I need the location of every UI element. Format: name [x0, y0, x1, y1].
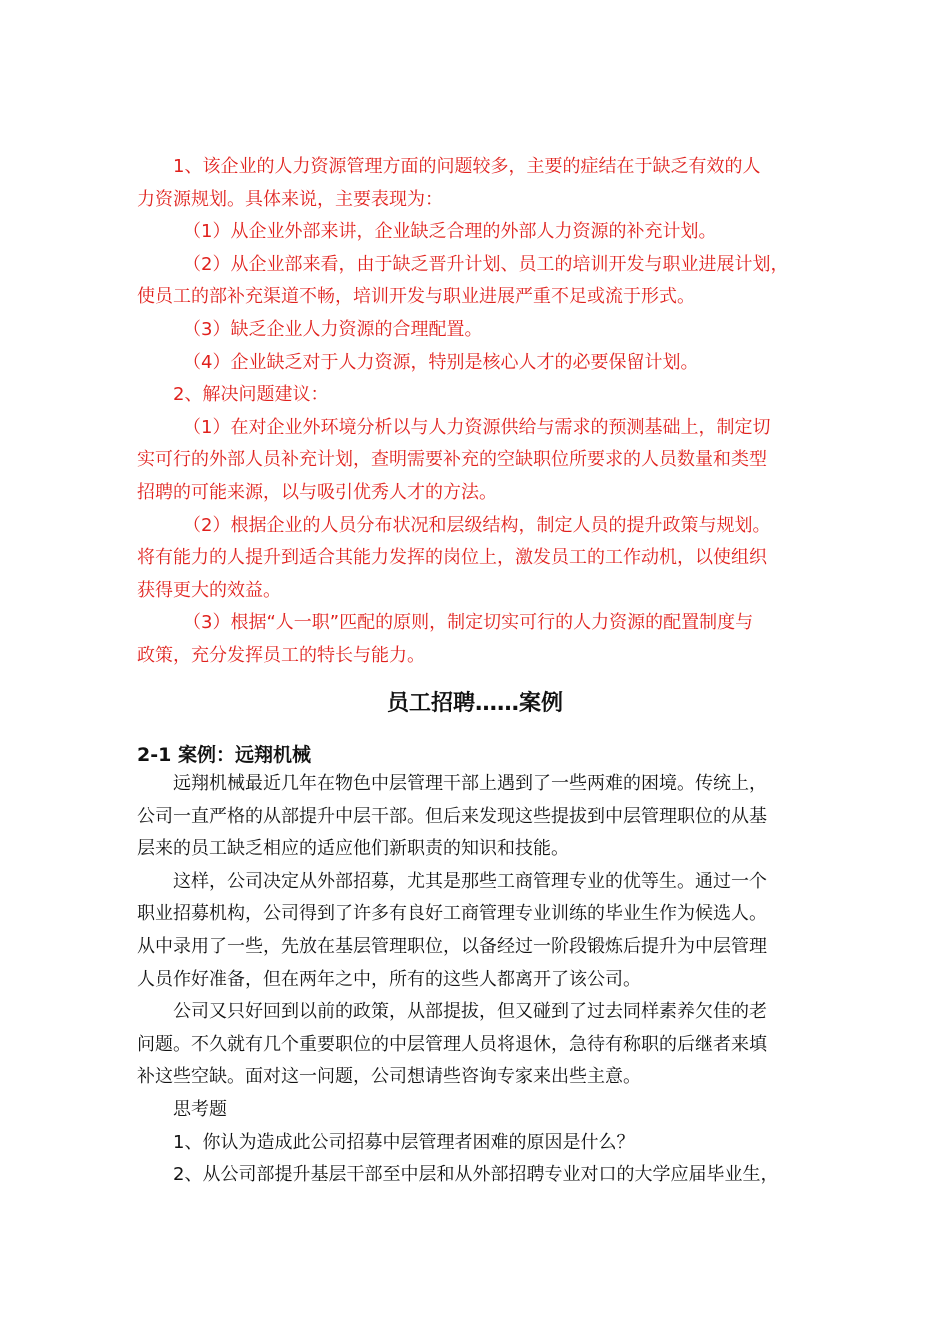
- case-title: 2-1 案例：远翔机械: [137, 744, 311, 766]
- suggestions-heading: [137, 379, 827, 412]
- case-paragraph-1: [137, 768, 827, 866]
- case-paragraph-3: [137, 996, 827, 1094]
- text-line: 职业招募机构，公司得到了许多有良好工商管理专业训练的毕业生作为候选人。: [137, 903, 767, 925]
- text-line: 2、解决问题建议：: [173, 384, 329, 406]
- text-line: 政策，充分发挥员工的特长与能力。: [137, 644, 425, 666]
- text-line: 公司一直严格的从部提升中层干部。但后来发现这些提拔到中层管理职位的从基: [137, 805, 767, 827]
- text-line: （1）在对企业外环境分析以与人力资源供给与需求的预测基础上，制定切: [183, 416, 771, 438]
- problem-analysis-section: [137, 151, 827, 673]
- text-line: 使员工的部补充渠道不畅，培训开发与职业进展严重不足或流于形式。: [137, 286, 695, 308]
- questions-heading: [137, 1094, 827, 1127]
- suggestion-item-2: [137, 510, 827, 608]
- text-line: （3）缺乏企业人力资源的合理配置。: [183, 318, 483, 340]
- case-paragraph-2: [137, 866, 827, 996]
- problem-item-2: [137, 249, 827, 314]
- text-line: 这样，公司决定从外部招募，尤其是那些工商管理专业的优等生。通过一个: [173, 870, 767, 892]
- text-line: 思考题: [173, 1098, 227, 1120]
- text-line: （3）根据“人一职”匹配的原则，制定切实可行的人力资源的配置制度与: [183, 612, 754, 634]
- text-line: 公司又只好回到以前的政策，从部提拔，但又碰到了过去同样素养欠佳的老: [173, 1001, 767, 1023]
- section-title: 员工招聘……案例: [386, 691, 563, 716]
- text-line: 2、从公司部提升基层干部至中层和从外部招聘专业对口的大学应届毕业生，: [173, 1164, 779, 1186]
- case-body: [137, 768, 827, 1192]
- text-line: 获得更大的效益。: [137, 579, 281, 601]
- problem-item-3: [137, 314, 827, 347]
- text-line: 将有能力的人提升到适合其能力发挥的岗位上，激发员工的工作动机，以使组织: [137, 547, 767, 569]
- suggestion-item-1: [137, 412, 827, 510]
- text-line: 实可行的外部人员补充计划，查明需要补充的空缺职位所要求的人员数量和类型: [137, 449, 767, 471]
- text-line: 问题。不久就有几个重要职位的中层管理人员将退休，急待有称职的后继者来填: [137, 1033, 767, 1055]
- text-line: 1、该企业的人力资源管理方面的问题较多，主要的症结在于缺乏有效的人: [173, 156, 761, 177]
- text-line: 1、你认为造成此公司招募中层管理者困难的原因是什么？: [173, 1131, 635, 1153]
- suggestion-item-3: [137, 607, 827, 672]
- problem-paragraph-1: [137, 151, 827, 216]
- text-line: （1）从企业外部来讲，企业缺乏合理的外部人力资源的补充计划。: [183, 221, 717, 243]
- problem-item-4: [137, 347, 827, 380]
- text-line: 从中录用了一些，先放在基层管理职位，以备经过一阶段锻炼后提升为中层管理: [137, 935, 767, 957]
- text-line: 力资源规划。具体来说，主要表现为：: [137, 188, 443, 210]
- text-line: 远翔机械最近几年在物色中层管理干部上遇到了一些两难的困境。传统上，: [173, 773, 767, 794]
- text-line: （4）企业缺乏对于人力资源，特别是核心人才的必要保留计划。: [183, 351, 699, 373]
- text-line: （2）从企业部来看，由于缺乏晋升计划、员工的培训开发与职业进展计划，: [183, 253, 789, 275]
- question-2: [137, 1159, 827, 1192]
- text-line: 招聘的可能来源，以与吸引优秀人才的方法。: [137, 481, 497, 503]
- problem-item-1: [137, 216, 827, 249]
- text-line: 层来的员工缺乏相应的适应他们新职责的知识和技能。: [137, 838, 569, 860]
- text-line: 人员作好准备，但在两年之中，所有的这些人都离开了该公司。: [137, 968, 641, 990]
- text-line: （2）根据企业的人员分布状况和层级结构，制定人员的提升政策与规划。: [183, 514, 771, 536]
- question-1: [137, 1127, 827, 1160]
- text-line: 补这些空缺。面对这一问题，公司想请些咨询专家来出些主意。: [137, 1066, 641, 1088]
